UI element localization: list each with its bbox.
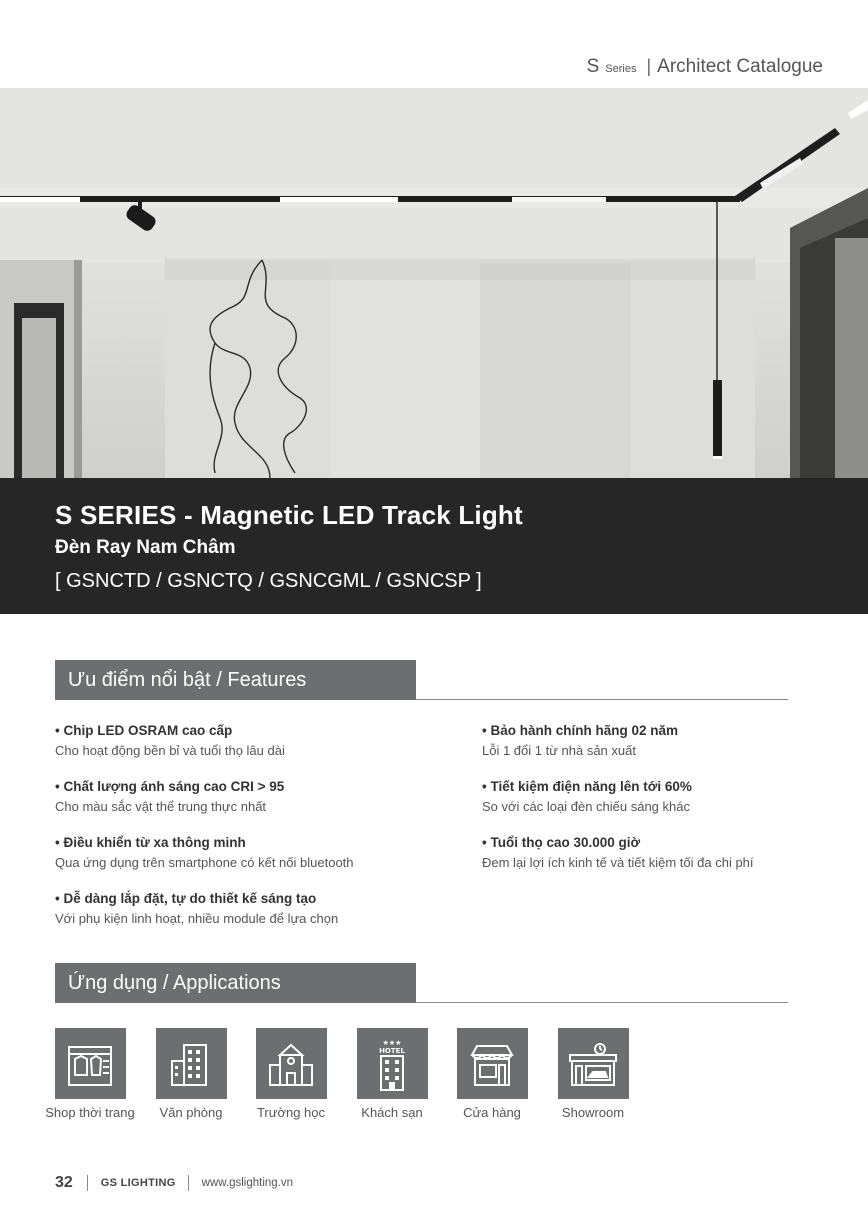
feature-item xyxy=(55,834,425,872)
application-shop xyxy=(40,1028,140,1120)
feature-item xyxy=(482,722,852,760)
footer-divider xyxy=(87,1175,88,1191)
feature-title: • Chip LED OSRAM cao cấp xyxy=(55,723,233,738)
product-subtitle: Đèn Ray Nam Châm xyxy=(55,537,236,558)
series-word: Series xyxy=(605,63,637,75)
header-separator: | xyxy=(646,56,652,76)
feature-desc: Cho hoạt động bền bỉ và tuổi thọ lâu dài xyxy=(55,743,285,758)
feature-desc: Lỗi 1 đổi 1 từ nhà sản xuất xyxy=(482,743,636,758)
clothing-shop-icon xyxy=(55,1028,126,1099)
footer-website: www.gslighting.vn xyxy=(201,1177,294,1189)
feature-item xyxy=(55,890,425,928)
feature-title: • Điều khiển từ xa thông minh xyxy=(55,835,246,850)
application-label: Cửa hàng xyxy=(463,1105,521,1120)
title-band xyxy=(0,478,868,614)
feature-desc: Qua ứng dụng trên smartphone có kết nối bluetooth xyxy=(55,855,354,870)
application-school xyxy=(241,1028,341,1120)
feature-item xyxy=(55,778,425,816)
applications-heading-rule xyxy=(416,1002,788,1003)
application-label: Showroom xyxy=(561,1105,625,1120)
application-store xyxy=(442,1028,542,1120)
application-label: Trường học xyxy=(256,1105,326,1120)
application-office xyxy=(141,1028,241,1120)
office-building-icon xyxy=(156,1028,227,1099)
showroom-icon xyxy=(558,1028,629,1099)
school-icon xyxy=(256,1028,327,1099)
footer-divider xyxy=(188,1175,189,1191)
feature-item xyxy=(55,722,425,760)
svg-text:★★★: ★★★ xyxy=(382,1038,402,1047)
feature-desc: So với các loại đèn chiếu sáng khác xyxy=(482,799,690,814)
series-letter: S xyxy=(586,56,600,77)
page-number: 32 xyxy=(55,1174,73,1191)
hero-image xyxy=(0,88,868,478)
feature-item xyxy=(482,778,852,816)
hotel-sign: HOTEL xyxy=(379,1046,405,1055)
feature-title: • Chất lượng ánh sáng cao CRI > 95 xyxy=(55,779,285,794)
features-heading xyxy=(55,660,788,702)
feature-title: • Tuổi thọ cao 30.000 giờ xyxy=(482,835,641,850)
feature-desc: Cho màu sắc vật thể trung thực nhất xyxy=(55,799,267,814)
interior-scene-illustration xyxy=(0,88,868,478)
product-title: S SERIES - Magnetic LED Track Light xyxy=(55,500,523,530)
catalogue-title: Architect Catalogue xyxy=(657,56,823,77)
feature-desc: Với phụ kiện linh hoạt, nhiều module để lựa chọn xyxy=(55,911,339,926)
product-codes: [ GSNCTD / GSNCTQ / GSNCGML / GSNCSP ] xyxy=(55,570,482,592)
application-label: Văn phòng xyxy=(159,1105,223,1120)
footer-brand: GS LIGHTING xyxy=(100,1177,176,1189)
applications-heading xyxy=(55,963,788,1005)
applications-heading-label: Ứng dụng / Applications xyxy=(55,963,416,1003)
feature-desc: Đem lại lợi ích kinh tế và tiết kiệm tối đa chi phí xyxy=(482,855,754,870)
feature-title: • Dễ dàng lắp đặt, tự do thiết kế sáng tạo xyxy=(55,891,317,906)
store-icon xyxy=(457,1028,528,1099)
page-footer xyxy=(55,1172,293,1194)
application-label: Khách sạn xyxy=(361,1105,423,1120)
catalogue-header xyxy=(587,56,823,82)
application-showroom xyxy=(543,1028,643,1120)
feature-item xyxy=(482,834,852,872)
application-label: Shop thời trang xyxy=(45,1105,135,1120)
hotel-icon xyxy=(357,1028,428,1099)
features-heading-rule xyxy=(416,699,788,700)
application-hotel xyxy=(342,1028,442,1120)
feature-title: • Tiết kiệm điện năng lên tới 60% xyxy=(482,779,692,794)
features-heading-label: Ưu điểm nổi bật / Features xyxy=(55,660,416,700)
feature-title: • Bảo hành chính hãng 02 năm xyxy=(482,723,679,738)
